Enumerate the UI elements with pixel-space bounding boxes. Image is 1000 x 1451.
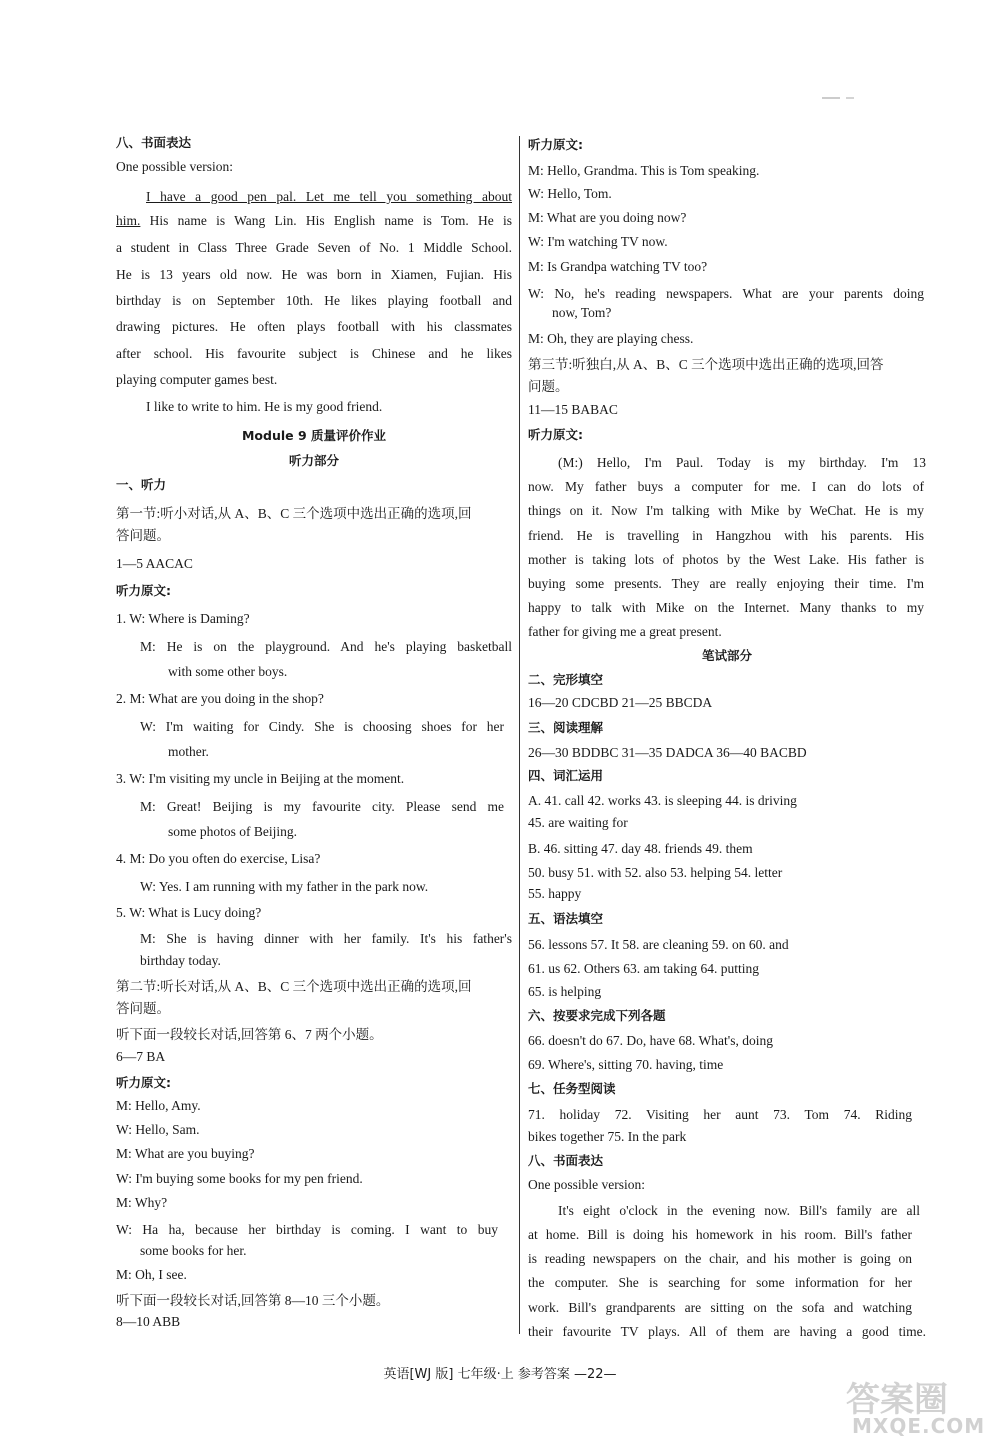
monologue-line: buying some presents. They are really enjoying their time. I'm: [528, 576, 924, 591]
dialogue-line: mother.: [168, 744, 209, 759]
dialogue-line: W: Hello, Sam.: [116, 1122, 200, 1137]
essay-line: He is 13 years old now. He was born in Xiamen, Fujian. His: [116, 267, 512, 282]
answer-line: 71. holiday 72. Visiting her aunt 73. Tom 74. Riding: [528, 1107, 912, 1122]
dialogue-line: W: I'm watching TV now.: [528, 234, 668, 249]
answer-line: 1—5 AACAC: [116, 556, 193, 571]
listening-part-title: 听力部分: [288, 453, 339, 468]
section-heading-listening: 一、听力: [116, 477, 167, 492]
essay-line: a student in Class Three Grade Seven of No. 1 Middle School.: [116, 240, 512, 255]
answer-line: 65. is helping: [528, 984, 602, 999]
section-heading-grammar: 五、语法填空: [528, 911, 604, 926]
dialogue-line: M: Oh, I see.: [116, 1267, 187, 1282]
dialogue-line: 1. W: Where is Daming?: [116, 611, 250, 626]
essay-line: work. Bill's grandparents are sitting on the sofa and watching: [528, 1300, 912, 1315]
module-title: Module 9 质量评价作业: [241, 428, 387, 443]
transcript-label: 听力原文:: [528, 427, 583, 442]
section-heading-writing: 八、书面表达: [528, 1153, 604, 1168]
section-heading-writing: 八、书面表达: [116, 135, 192, 150]
answer-line: 6—7 BA: [116, 1049, 166, 1064]
possible-version-label: One possible version:: [116, 159, 233, 174]
section-heading-reading: 三、阅读理解: [528, 720, 604, 735]
essay-line: playing computer games best.: [116, 372, 278, 387]
dialogue-line: M: Hello, Amy.: [116, 1098, 201, 1113]
answer-line: 26—30 BDDBC 31—35 DADCA 36—40 BACBD: [528, 745, 807, 760]
dialogue-line: birthday today.: [140, 953, 221, 968]
answer-line: 69. Where's, sitting 70. having, time: [528, 1057, 724, 1072]
essay-line: [116, 210, 512, 232]
section-heading-requirements: 六、按要求完成下列各题: [528, 1008, 666, 1023]
transcript-label: 听力原文:: [528, 137, 583, 152]
scan-smudge: [820, 88, 870, 94]
transcript-label: 听力原文:: [116, 1075, 171, 1090]
dialogue-line: M: Is Grandpa watching TV too?: [528, 259, 708, 274]
instruction-line: 答问题。: [116, 1001, 170, 1016]
page-footer: 英语[WJ 版] 七年级·上 参考答案 —22—: [383, 1367, 617, 1382]
essay-line: I like to write to him. He is my good friend.: [146, 399, 383, 414]
written-part-title: 笔试部分: [701, 648, 752, 663]
watermark-text: 答案圈: [846, 1380, 948, 1420]
dialogue-line: W: Ha ha, because her birthday is coming. I want to buy: [116, 1222, 498, 1237]
dialogue-line: 5. W: What is Lucy doing?: [116, 905, 262, 920]
dialogue-line: some photos of Beijing.: [168, 824, 297, 839]
monologue-line: friend. He is travelling in Hangzhou with his parents. His: [528, 528, 924, 543]
essay-line: birthday is on September 10th. He likes playing football and: [116, 293, 512, 308]
dialogue-line: M: What are you buying?: [116, 1146, 255, 1161]
essay-line: at home. Bill is doing his homework in his room. Bill's father: [528, 1227, 912, 1242]
monologue-line: (M:) Hello, I'm Paul. Today is my birthday. I'm 13: [558, 455, 926, 470]
answer-line: 11—15 BABAC: [528, 402, 618, 417]
answer-line: 61. us 62. Others 63. am taking 64. putting: [528, 961, 759, 976]
answer-line: 16—20 CDCBD 21—25 BBCDA: [528, 695, 713, 710]
essay-line: after school. His favourite subject is Chinese and he likes: [116, 346, 512, 361]
dialogue-line: W: Yes. I am running with my father in the park now.: [140, 879, 429, 894]
answer-line: 50. busy 51. with 52. also 53. helping 54. letter: [528, 865, 783, 880]
dialogue-line: now, Tom?: [552, 305, 612, 320]
monologue-line: happy to talk with Mike on the Internet. Many thanks to my: [528, 600, 924, 615]
possible-version-label: One possible version:: [528, 1177, 645, 1192]
dialogue-line: W: No, he's reading newspapers. What are your parents doing: [528, 286, 924, 301]
answer-line: bikes together 75. In the park: [528, 1129, 687, 1144]
section-heading-cloze: 二、完形填空: [528, 672, 604, 687]
answer-line: 66. doesn't do 67. Do, have 68. What's, doing: [528, 1033, 773, 1048]
essay-line: the computer. She is searching for some information for her: [528, 1275, 912, 1290]
monologue-line: things on it. Now I'm talking with Mike by WeChat. He is my: [528, 503, 924, 518]
answer-line: 45. are waiting for: [528, 815, 628, 830]
dialogue-line: M: Great! Beijing is my favourite city. Please send me: [140, 799, 504, 814]
dialogue-line: M: Oh, they are playing chess.: [528, 331, 694, 346]
dialogue-line: M: Why?: [116, 1195, 168, 1210]
monologue-line: mother is taking lots of photos by the West Lake. His father is: [528, 552, 924, 567]
column-divider: [519, 136, 520, 1334]
dialogue-line: some books for her.: [140, 1243, 247, 1258]
watermark-url: MXQE.COM: [852, 1414, 986, 1438]
section-heading-vocab: 四、词汇运用: [528, 768, 604, 783]
instruction-line: 问题。: [528, 379, 569, 394]
essay-text: His name is Wang Lin. His English name is Tom. He is: [140, 213, 512, 228]
dialogue-line: W: Hello, Tom.: [528, 186, 612, 201]
section-heading-task-reading: 七、任务型阅读: [528, 1081, 616, 1096]
dialogue-line: M: What are you doing now?: [528, 210, 687, 225]
dialogue-line: with some other boys.: [168, 664, 288, 679]
dialogue-line: M: He is on the playground. And he's playing basketball: [140, 639, 512, 654]
answer-line: B. 46. sitting 47. day 48. friends 49. them: [528, 841, 753, 856]
dialogue-line: M: Hello, Grandma. This is Tom speaking.: [528, 163, 760, 178]
monologue-line: father for giving me a great present.: [528, 624, 722, 639]
dialogue-line: 3. W: I'm visiting my uncle in Beijing at the moment.: [116, 771, 405, 786]
dialogue-line: M: She is having dinner with her family. It's his father's: [140, 931, 512, 946]
instruction-line: 第一节:听小对话,从 A、B、C 三个选项中选出正确的选项,回: [116, 506, 472, 521]
essay-line: I have a good pen pal. Let me tell you something about: [146, 189, 512, 204]
essay-underlined-text: him.: [116, 213, 141, 228]
answer-line: 8—10 ABB: [116, 1314, 181, 1329]
essay-line: drawing pictures. He often plays football with his classmates: [116, 319, 512, 334]
dialogue-line: W: I'm buying some books for my pen friend.: [116, 1171, 363, 1186]
instruction-line: 听下面一段较长对话,回答第 6、7 两个小题。: [116, 1027, 383, 1042]
instruction-line: 听下面一段较长对话,回答第 8—10 三个小题。: [116, 1293, 390, 1308]
watermark-logo: [826, 1372, 986, 1444]
answer-line: 56. lessons 57. It 58. are cleaning 59. on 60. and: [528, 937, 789, 952]
dialogue-line: 4. M: Do you often do exercise, Lisa?: [116, 851, 321, 866]
essay-line: is reading newspapers on the chair, and his mother is going on: [528, 1251, 912, 1266]
answer-line: A. 41. call 42. works 43. is sleeping 44. is driving: [528, 793, 797, 808]
instruction-line: 第三节:听独白,从 A、B、C 三个选项中选出正确的选项,回答: [528, 357, 884, 372]
dialogue-line: 2. M: What are you doing in the shop?: [116, 691, 324, 706]
monologue-line: now. My father buys a computer for me. I can do lots of: [528, 479, 924, 494]
essay-line: their favourite TV plays. All of them are having a good time.: [528, 1324, 926, 1339]
essay-line: It's eight o'clock in the evening now. Bill's family are all: [558, 1203, 920, 1218]
instruction-line: 第二节:听长对话,从 A、B、C 三个选项中选出正确的选项,回: [116, 979, 472, 994]
dialogue-line: W: I'm waiting for Cindy. She is choosing shoes for her: [140, 719, 504, 734]
instruction-line: 答问题。: [116, 528, 170, 543]
transcript-label: 听力原文:: [116, 583, 171, 598]
answer-line: 55. happy: [528, 886, 582, 901]
